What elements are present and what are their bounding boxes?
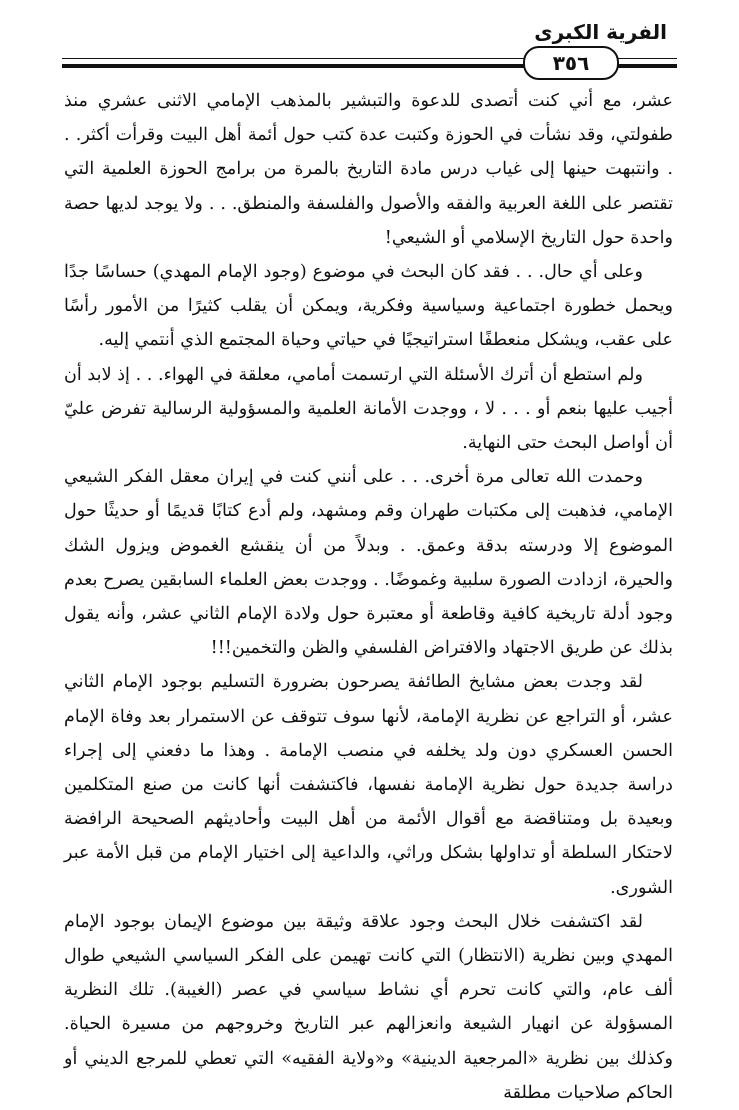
paragraph: عشر، مع أني كنت أتصدى للدعوة والتبشير بالمذهب الإمامي الاثنى عشري منذ طفولتي، وقد نشأت في الحوزة وكتبت عدة كتب حول أئمة أهل البيت وقرأت أكثر. . . وانتبهت حينها إلى غياب درس مادة التاريخ بالمرة من برامج الحوزة العلمية التي تقتصر على اللغة العربية والفقه والأصول والفلسفة والمنطق. . . ولا يوجد لديها حصة واحدة حول التاريخ الإسلامي أو الشيعي! <box>64 91 673 248</box>
paragraph: ولم استطع أن أترك الأسئلة التي ارتسمت أمامي، معلقة في الهواء. . . إذ لابد أن أجيب عليها بنعم أو . . . لا ، ووجدت الأمانة العلمية والمسؤولية الرسالية تفرض عليّ أن أواصل البحث حتى النهاية. <box>64 364 673 454</box>
paragraph: لقد وجدت بعض مشايخ الطائفة يصرحون بضرورة التسليم بوجود الإمام الثاني عشر، أو التراجع عن نظرية الإمامة، لأنها سوف تتوقف عن الاستمرار بعد وفاة الإمام الحسن العسكري دون ولد يخلفه في منصب الإمامة . وهذا ما دفعني إلى إجراء دراسة جديدة حول نظرية الإمامة نفسها، فاكتشفت أنها كانت من صنع المتكلمين وبعيدة بل ومتناقضة مع أقوال الأئمة من أهل البيت وأحاديثهم الصحيحة الرافضة لاحتكار السلطة أو تداولها بشكل وراثي، والداعية إلى اختيار الإمام من قبل الأمة عبر الشورى. <box>64 672 674 898</box>
paragraph: لقد اكتشفت خلال البحث وجود علاقة وثيقة بين موضوع الإيمان بوجود الإمام المهدي وبين نظرية (الانتظار) التي كانت تهيمن على الفكر السياسي الشيعي طوال ألف عام، والتي كانت تحرم أي نشاط سياسي في عصر (الغيبة). تلك النظرية المسؤولة عن انهيار الشيعة وانعزالهم عبر التاريخ وخروجهم من مسيرة الحياة. وكذلك بين نظرية «المرجعية الدينية» و«ولاية الفقيه» التي تعطي للمرجع الديني أو الحاكم صلاحيات مطلقة <box>64 911 673 1103</box>
book-title: الفرية الكبرى <box>534 20 667 44</box>
page-number: ٣٥٦ <box>523 46 619 80</box>
paragraph: وحمدت الله تعالى مرة أخرى. . . على أنني كنت في إيران معقل الفكر الشيعي الإمامي، فذهبت إلى مكتبات طهران وقم ومشهد، ولم أدع كتابًا قديمًا أو حديثًا حول الموضوع إلا ودرسته بدقة وعمق. . وبدلاً من أن ينقشع الغموض ويزول الشك والحيرة، ازدادت الصورة سلبية وغموضًا. . ووجدت بعض العلماء السابقين يصرح بعدم وجود أدلة تاريخية كافية وقاطعة أو معتبرة حول ولادة الإمام الثاني عشر، وأنه يقول بذلك عن طريق الاجتهاد والافتراض الفلسفي والظن والتخمين!!! <box>64 467 673 659</box>
paragraph: وعلى أي حال. . . فقد كان البحث في موضوع (وجود الإمام المهدي) حساسًا جدًا ويحمل خطورة اجتماعية وسياسية وفكرية، ويمكن أن يقلب كثيرًا من الأمور رأسًا على عقب، ويشكل منعطفًا استراتيجيًا في حياتي وحياة المجتمع الذي أنتمي إليه. <box>64 262 673 351</box>
body-text <box>64 84 673 1110</box>
